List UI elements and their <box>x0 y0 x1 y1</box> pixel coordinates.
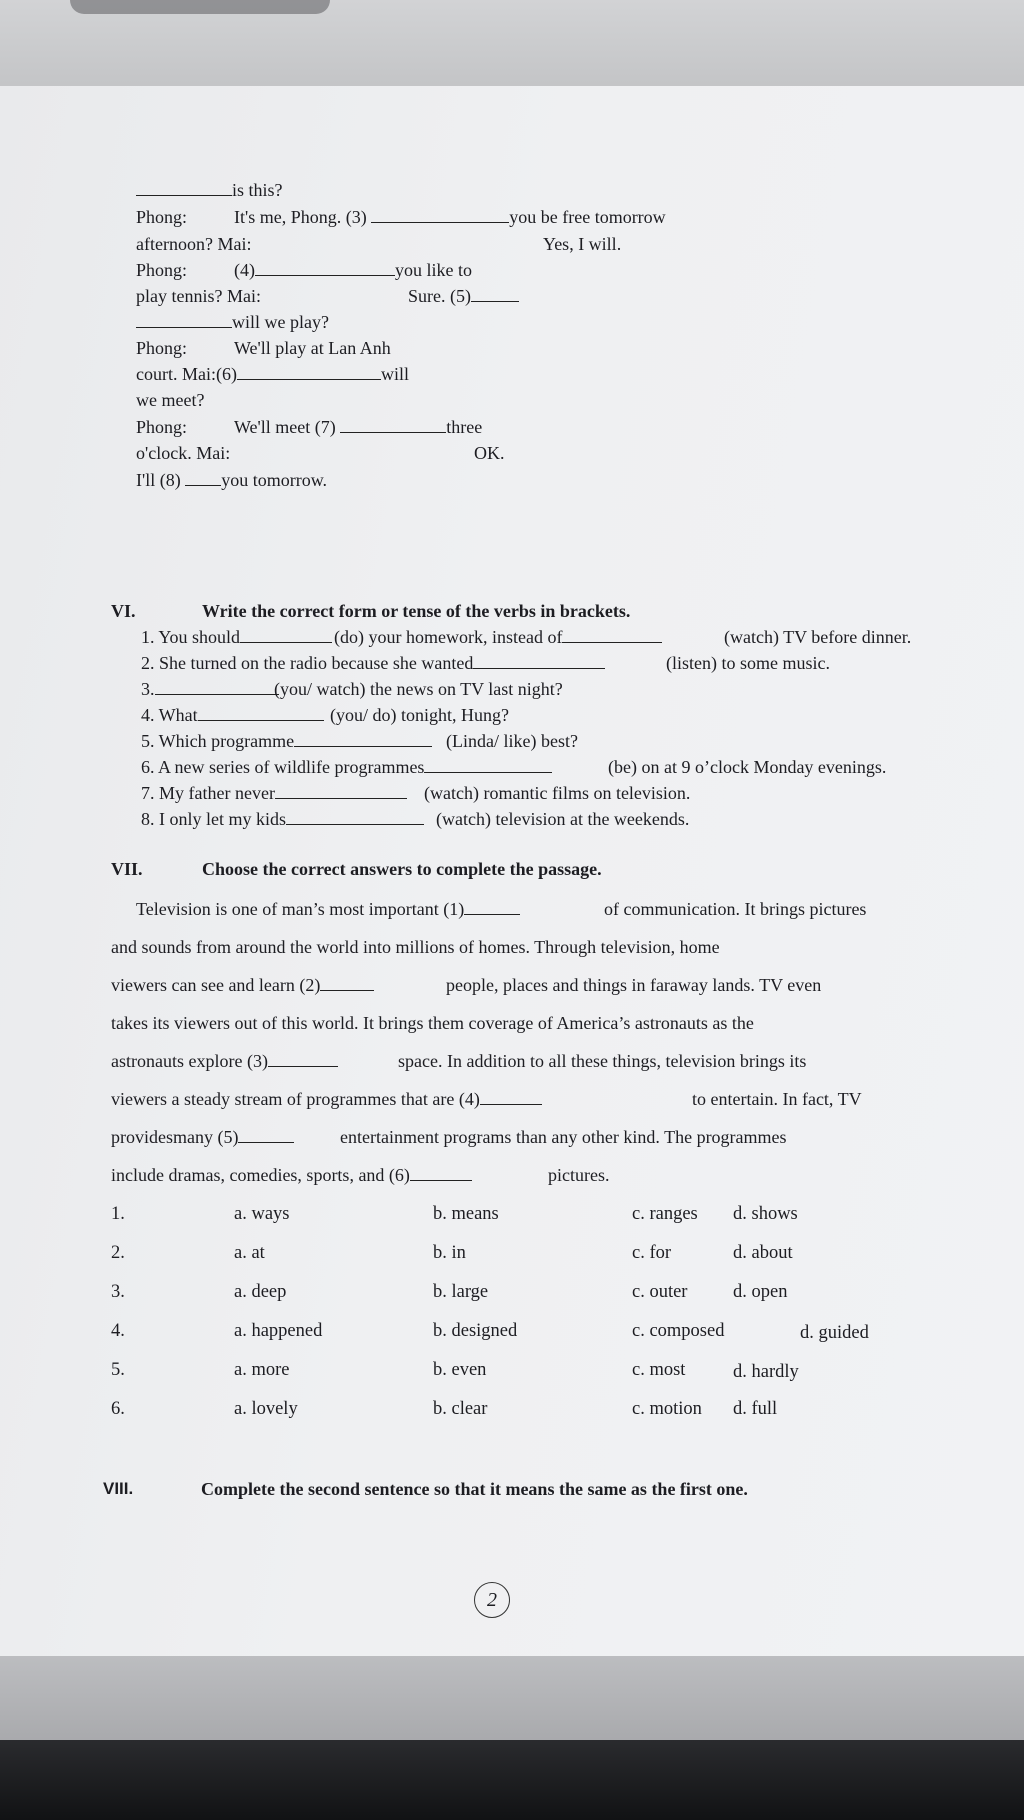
dialogue-line: o'clock. Mai: <box>136 443 231 463</box>
section-title: Choose the correct answers to complete the passage. <box>202 859 602 879</box>
exercise-item: 4. What <box>141 704 324 726</box>
answer-option[interactable]: d. hardly <box>733 1362 799 1382</box>
answer-option[interactable]: c. ranges <box>632 1204 698 1224</box>
answer-option[interactable]: d. full <box>733 1399 778 1419</box>
passage-line: people, places and things in faraway lands. TV even <box>446 975 822 995</box>
answer-option[interactable]: b. large <box>433 1282 489 1302</box>
passage-line: viewers can see and learn (2) <box>111 974 374 996</box>
answer-option[interactable]: b. in <box>433 1243 466 1263</box>
answer-blank[interactable] <box>471 286 519 302</box>
exercise-item-tail: (watch) television at the weekends. <box>436 809 690 829</box>
dialogue-line: Sure. (5) <box>408 285 519 307</box>
question-number: 6. <box>111 1399 125 1419</box>
dialogue-line: we meet? <box>136 390 205 410</box>
section-title: Complete the second sentence so that it means the same as the first one. <box>201 1479 748 1499</box>
section-numeral: VIII. <box>103 1479 134 1498</box>
passage-line: takes its viewers out of this world. It brings them coverage of America’s astronauts as the <box>111 1013 754 1033</box>
answer-blank[interactable] <box>275 783 407 799</box>
exercise-item-tail: (be) on at 9 o’clock Monday evenings. <box>608 757 887 777</box>
exercise-item: 1. You should <box>141 626 332 648</box>
passage-line: and sounds from around the world into millions of homes. Through television, home <box>111 937 720 957</box>
dialogue-line: will we play? <box>136 311 329 333</box>
answer-option[interactable]: c. motion <box>632 1399 702 1419</box>
section-numeral: VI. <box>111 601 136 621</box>
passage-line: viewers a steady stream of programmes that are (4) <box>111 1088 542 1110</box>
section-title: Write the correct form or tense of the verbs in brackets. <box>202 601 631 621</box>
passage-line: to entertain. In fact, TV <box>692 1089 862 1109</box>
passage-line: providesmany (5) <box>111 1126 294 1148</box>
question-number: 1. <box>111 1204 125 1224</box>
answer-blank[interactable] <box>340 417 446 433</box>
shadow <box>70 0 330 14</box>
dialogue-line: Phong: <box>136 260 188 280</box>
exercise-item-tail: (listen) to some music. <box>666 653 830 673</box>
dialogue-line: We'll play at Lan Anh <box>234 338 391 358</box>
dialogue-line: is this? <box>136 179 283 201</box>
exercise-item-tail: (watch) romantic films on television. <box>424 783 691 803</box>
answer-option[interactable]: a. lovely <box>234 1399 298 1419</box>
paper-edge <box>0 1656 1024 1740</box>
passage-line: pictures. <box>548 1165 610 1185</box>
dialogue-line: OK. <box>474 443 505 463</box>
answer-option[interactable]: b. even <box>433 1360 487 1380</box>
passage-line: of communication. It brings pictures <box>604 899 867 919</box>
answer-option[interactable]: d. about <box>733 1243 793 1263</box>
answer-blank[interactable] <box>473 653 605 669</box>
answer-blank[interactable] <box>136 312 232 328</box>
answer-option[interactable]: a. at <box>234 1243 265 1263</box>
answer-blank[interactable] <box>371 207 509 223</box>
answer-blank[interactable] <box>410 1165 472 1181</box>
question-number: 4. <box>111 1321 125 1341</box>
answer-blank[interactable] <box>255 260 395 276</box>
dialogue-line: It's me, Phong. (3) you be free tomorrow <box>234 207 666 227</box>
exercise-item: (do) your homework, instead of <box>334 626 662 648</box>
answer-option[interactable]: c. composed <box>632 1321 725 1341</box>
answer-blank[interactable] <box>198 705 324 721</box>
answer-option[interactable]: c. outer <box>632 1282 688 1302</box>
exercise-item: 5. Which programme <box>141 730 432 752</box>
section-numeral: VII. <box>111 859 143 879</box>
background-bottom <box>0 1740 1024 1820</box>
dialogue-line: (4) you like to <box>234 260 472 280</box>
passage-line: Television is one of man’s most important (1) <box>136 898 520 920</box>
answer-blank[interactable] <box>238 1127 294 1143</box>
answer-option[interactable]: b. means <box>433 1204 499 1224</box>
answer-option[interactable]: d. shows <box>733 1204 798 1224</box>
answer-option[interactable]: c. most <box>632 1360 686 1380</box>
exercise-item: 3. <box>141 678 279 700</box>
answer-blank[interactable] <box>268 1051 338 1067</box>
exercise-item-tail: (watch) TV before dinner. <box>724 627 912 647</box>
dialogue-line: Phong: <box>136 207 188 227</box>
answer-option[interactable]: d. guided <box>800 1323 869 1343</box>
answer-blank[interactable] <box>480 1089 542 1105</box>
answer-blank[interactable] <box>286 809 424 825</box>
answer-blank[interactable] <box>237 364 381 380</box>
dialogue-line: We'll meet (7) three <box>234 417 483 437</box>
passage-line: astronauts explore (3) <box>111 1050 338 1072</box>
page-number: 2 <box>474 1582 510 1618</box>
answer-blank[interactable] <box>185 470 221 486</box>
answer-option[interactable]: b. designed <box>433 1321 518 1341</box>
answer-option[interactable]: a. deep <box>234 1282 287 1302</box>
dialogue-line: afternoon? Mai: <box>136 234 252 254</box>
exercise-item: 6. A new series of wildlife programmes <box>141 756 552 778</box>
question-number: 3. <box>111 1282 125 1302</box>
answer-option[interactable]: a. ways <box>234 1204 290 1224</box>
dialogue-line: play tennis? Mai: <box>136 286 261 306</box>
answer-blank[interactable] <box>424 757 552 773</box>
answer-blank[interactable] <box>320 975 374 991</box>
answer-option[interactable]: c. for <box>632 1243 672 1263</box>
exercise-item: 7. My father never <box>141 782 407 804</box>
answer-blank[interactable] <box>464 899 520 915</box>
answer-blank[interactable] <box>240 627 332 643</box>
passage-line: space. In addition to all these things, television brings its <box>398 1051 807 1071</box>
dialogue-line: I'll (8) you tomorrow. <box>136 470 328 490</box>
dialogue-line: Phong: <box>136 417 188 437</box>
exercise-item: 8. I only let my kids <box>141 808 424 830</box>
answer-option[interactable]: a. more <box>234 1360 290 1380</box>
answer-option[interactable]: b. clear <box>433 1399 488 1419</box>
dialogue-line: Phong: <box>136 338 188 358</box>
exercise-item: 2. She turned on the radio because she wanted <box>141 652 605 674</box>
question-number: 2. <box>111 1243 125 1263</box>
answer-option[interactable]: a. happened <box>234 1321 323 1341</box>
exercise-item-tail: (you/ watch) the news on TV last night? <box>274 679 563 699</box>
passage-line: include dramas, comedies, sports, and (6) <box>111 1164 472 1186</box>
answer-blank[interactable] <box>136 180 232 196</box>
exercise-item-tail: (Linda/ like) best? <box>446 731 578 751</box>
passage-line: entertainment programs than any other kind. The programmes <box>340 1127 787 1147</box>
dialogue-line: court. Mai:(6) will <box>136 364 409 384</box>
answer-blank[interactable] <box>155 679 279 695</box>
answer-blank[interactable] <box>562 627 662 643</box>
question-number: 5. <box>111 1360 125 1380</box>
answer-blank[interactable] <box>294 731 432 747</box>
exercise-item-tail: (you/ do) tonight, Hung? <box>330 705 509 725</box>
dialogue-line: Yes, I will. <box>543 234 622 254</box>
answer-option[interactable]: d. open <box>733 1282 788 1302</box>
